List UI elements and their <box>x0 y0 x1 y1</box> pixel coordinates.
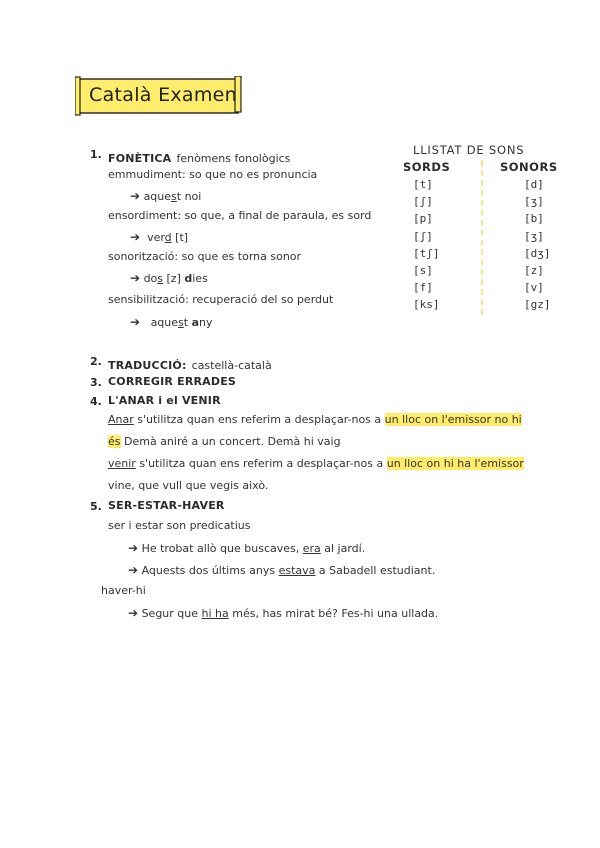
section-2-number: 2. <box>90 355 102 368</box>
sord-sound-4: [tʃ] <box>413 246 440 260</box>
ser-example-1: ➔ He trobat allò que buscaves, era al jardí. <box>128 541 366 555</box>
def-sonoritzacio: sonorització: so que es torna sonor <box>108 250 302 263</box>
sonor-sound-5: [z] <box>524 264 544 277</box>
sord-sound-3: [ʃ] <box>413 229 433 243</box>
title-banner <box>75 76 240 114</box>
sord-sound-1: [ʃ] <box>413 195 433 209</box>
section-1-heading: FONÈTICA <box>108 152 172 165</box>
def-sensibilitzacio: sensibilització: recuperació del so perdut <box>108 293 334 306</box>
section-2-heading: TRADUCCIÓ: <box>108 359 187 372</box>
def-ensordiment: ensordiment: so que, a final de paraula, es sord <box>108 209 372 222</box>
haver-hi-line: haver-hi <box>101 584 146 597</box>
sonors-header: SONORS <box>500 160 558 174</box>
section-2-line <box>108 354 272 373</box>
venir-example: vine, que vull que vegis això. <box>108 479 269 492</box>
sord-sound-0: [t] <box>413 178 433 191</box>
section-1-number: 1. <box>90 148 102 161</box>
sonor-sound-3: [ʒ] <box>524 229 544 243</box>
sonor-sound-7: [gz] <box>524 298 551 312</box>
sord-sound-2: [p] <box>413 212 433 226</box>
sonor-sound-1: [ʒ] <box>524 195 544 209</box>
def-emmudiment: emmudiment: so que no es pronuncia <box>108 168 318 181</box>
arrow-icon: ➔ <box>128 563 139 577</box>
anar-example: és Demà aniré a un concert. Demà hi vaig <box>108 435 341 448</box>
sord-sound-6: [f] <box>413 281 433 295</box>
example-ensordiment: ➔ verd [t] <box>130 230 189 244</box>
page-title: Català Examen <box>89 84 237 106</box>
example-sonoritzacio: ➔ dos [z] dies <box>130 271 208 285</box>
sounds-title: LLISTAT DE SONS <box>413 143 525 157</box>
sords-header: SORDS <box>403 160 451 174</box>
sonor-sound-0: [d] <box>524 178 544 191</box>
arrow-icon: ➔ <box>128 541 139 555</box>
section-5-number: 5. <box>90 500 102 513</box>
sonor-sound-6: [v] <box>524 281 544 295</box>
section-1-heading-line <box>108 147 290 166</box>
arrow-icon: ➔ <box>130 315 141 329</box>
arrow-icon: ➔ <box>130 271 141 285</box>
example-sensibilitzacio: ➔ aquest any <box>130 315 213 329</box>
section-2-text: castellà-català <box>191 359 272 372</box>
ser-estar-line: ser i estar son predicatius <box>108 519 251 532</box>
arrow-icon: ➔ <box>130 230 141 244</box>
section-3-heading: CORREGIR ERRADES <box>108 375 237 388</box>
section-4-number: 4. <box>90 395 102 408</box>
sonor-sound-4: [dʒ] <box>524 246 551 260</box>
arrow-icon: ➔ <box>130 189 141 203</box>
sord-sound-7: [ks] <box>413 298 440 312</box>
example-emmudiment: ➔ aquest noi <box>130 189 202 203</box>
anar-definition: Anar s'utilitza quan ens referim a desplaçar-nos a un lloc on l'emissor no hi <box>108 413 522 426</box>
arrow-icon: ➔ <box>128 606 139 620</box>
section-5-heading: SER-ESTAR-HAVER <box>108 499 225 512</box>
section-3-number: 3. <box>90 376 102 389</box>
section-1-subtitle: fenòmens fonològics <box>176 152 291 165</box>
sonor-sound-2: [b] <box>524 212 544 226</box>
estar-example: ➔ Aquests dos últims anys estava a Sabadell estudiant. <box>128 563 436 577</box>
venir-definition: venir s'utilitza quan ens referim a desplaçar-nos a un lloc on hi ha l'emissor <box>108 457 524 470</box>
haver-example: ➔ Segur que hi ha més, has mirat bé? Fes-hi una ullada. <box>128 606 439 620</box>
sord-sound-5: [s] <box>413 264 433 277</box>
divider-dashed <box>481 160 483 315</box>
section-4-heading: L'ANAR i el VENIR <box>108 394 221 407</box>
